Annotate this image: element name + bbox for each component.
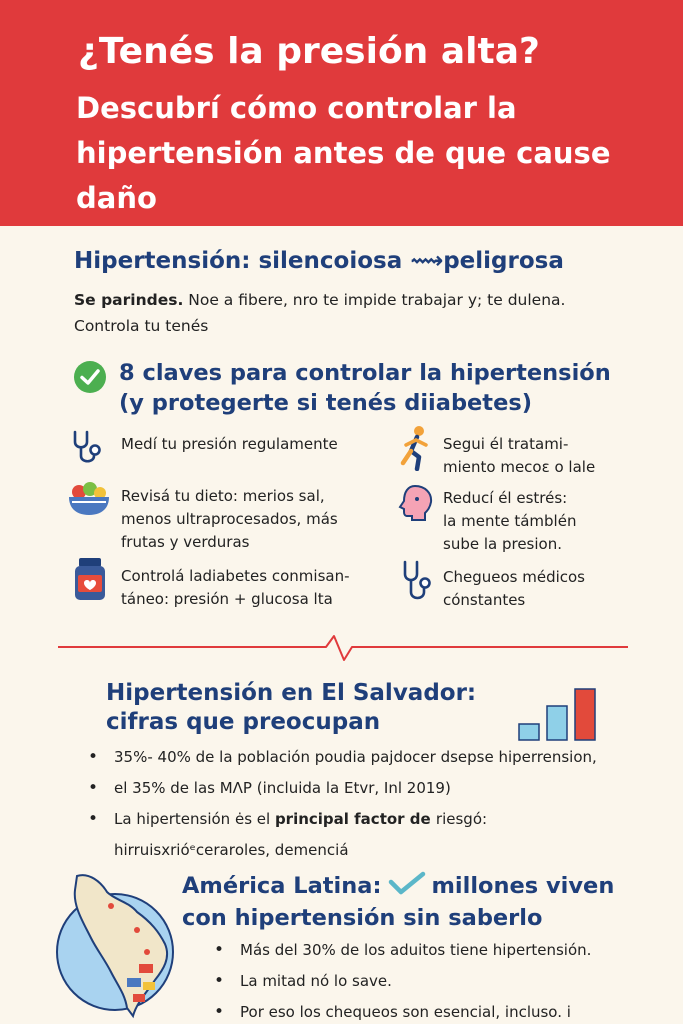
keys-title bbox=[119, 358, 611, 418]
latam-bullets bbox=[212, 940, 672, 1023]
intro-text-body: Noe a fibere, nro te impide trabajar y; te dulena. Controla tu tenés bbox=[74, 291, 566, 335]
intro-text bbox=[74, 287, 634, 339]
intro-title: Hipertensión: silencoiosa ⟿peligrosa bbox=[74, 248, 564, 274]
latam-title-line1: América Latina: bbox=[182, 873, 382, 899]
key-item-treatment: Segui él tratami- miento mecoɛ o lale bbox=[443, 435, 596, 476]
list-item bbox=[86, 809, 676, 861]
check-mark-icon bbox=[387, 870, 427, 896]
heartbeat-divider bbox=[58, 632, 628, 664]
globe-map-icon bbox=[55, 870, 185, 1020]
page-subtitle: Descubrí cómo controlar la hipertensión antes de que cause daño bbox=[76, 91, 611, 215]
page-title: ¿Tenés la presión alta? bbox=[78, 31, 540, 72]
check-circle-icon bbox=[73, 360, 107, 394]
key-item-checkups: Chegueos médicos cónstantes bbox=[443, 568, 585, 609]
keys-title-line1: 8 claves para controlar la hipertensión bbox=[119, 360, 611, 386]
key-item-measure: Medí tu presión regulamente bbox=[121, 435, 338, 453]
list-item: • Más del 30% de los aduitos tiene hipertensión. bbox=[212, 940, 672, 961]
salvador-title-line2: cifras que preocupan bbox=[106, 709, 381, 735]
salvador-title bbox=[106, 679, 476, 737]
salvador-b3-line2: hirruisxrióᵉcerarоles, demenciá bbox=[114, 841, 349, 859]
list-item: • Por eso los chequeos son esencial, incluso. i bbox=[212, 1002, 672, 1023]
salvador-title-line1: Hipertensión en El Salvador: bbox=[106, 680, 477, 706]
list-item: • el 35% de las MɅP (incluida la Etvr, Inl 2019) bbox=[86, 778, 676, 799]
salvador-b3-rest: riesgó: bbox=[435, 810, 488, 828]
stethoscope-icon bbox=[70, 430, 108, 468]
salvador-bullets bbox=[86, 747, 676, 861]
key-item-stress: Reducí él estrés: la mente támblén sube la presion. bbox=[443, 489, 577, 553]
header-banner bbox=[0, 0, 683, 226]
keys-title-line2: (y protegerte si tenés diiabetes) bbox=[119, 390, 532, 416]
food-bowl-icon bbox=[67, 480, 111, 518]
latam-title bbox=[182, 870, 614, 934]
intro-text-bold: Se parindes. bbox=[74, 291, 184, 309]
key-item-diet: Revisá tu dieto: merios sal, menos ultraprocesados, más frutas y verduras bbox=[121, 487, 338, 551]
latam-title-line1b: millones viven bbox=[431, 873, 615, 899]
bar-graph-icon bbox=[517, 686, 601, 742]
head-profile-icon bbox=[395, 483, 435, 523]
list-item: • 35%- 40% de la población poudia pajdocer dsepse hiperrension, bbox=[86, 747, 676, 768]
latam-title-line2: con hipertensión sin saberlo bbox=[182, 905, 543, 931]
medicine-jar-icon bbox=[70, 556, 110, 602]
salvador-b3-text: La hipertensión ės el bbox=[114, 810, 275, 828]
key-item-diabetes: Controlá ladiabetes conmisan- táneo: presión + glucosa lta bbox=[121, 567, 350, 608]
runner-icon bbox=[397, 425, 433, 471]
list-item: • La mitad nó lo save. bbox=[212, 971, 672, 992]
salvador-b3-bold: principal factor de bbox=[274, 810, 436, 828]
stethoscope-icon bbox=[400, 560, 438, 606]
